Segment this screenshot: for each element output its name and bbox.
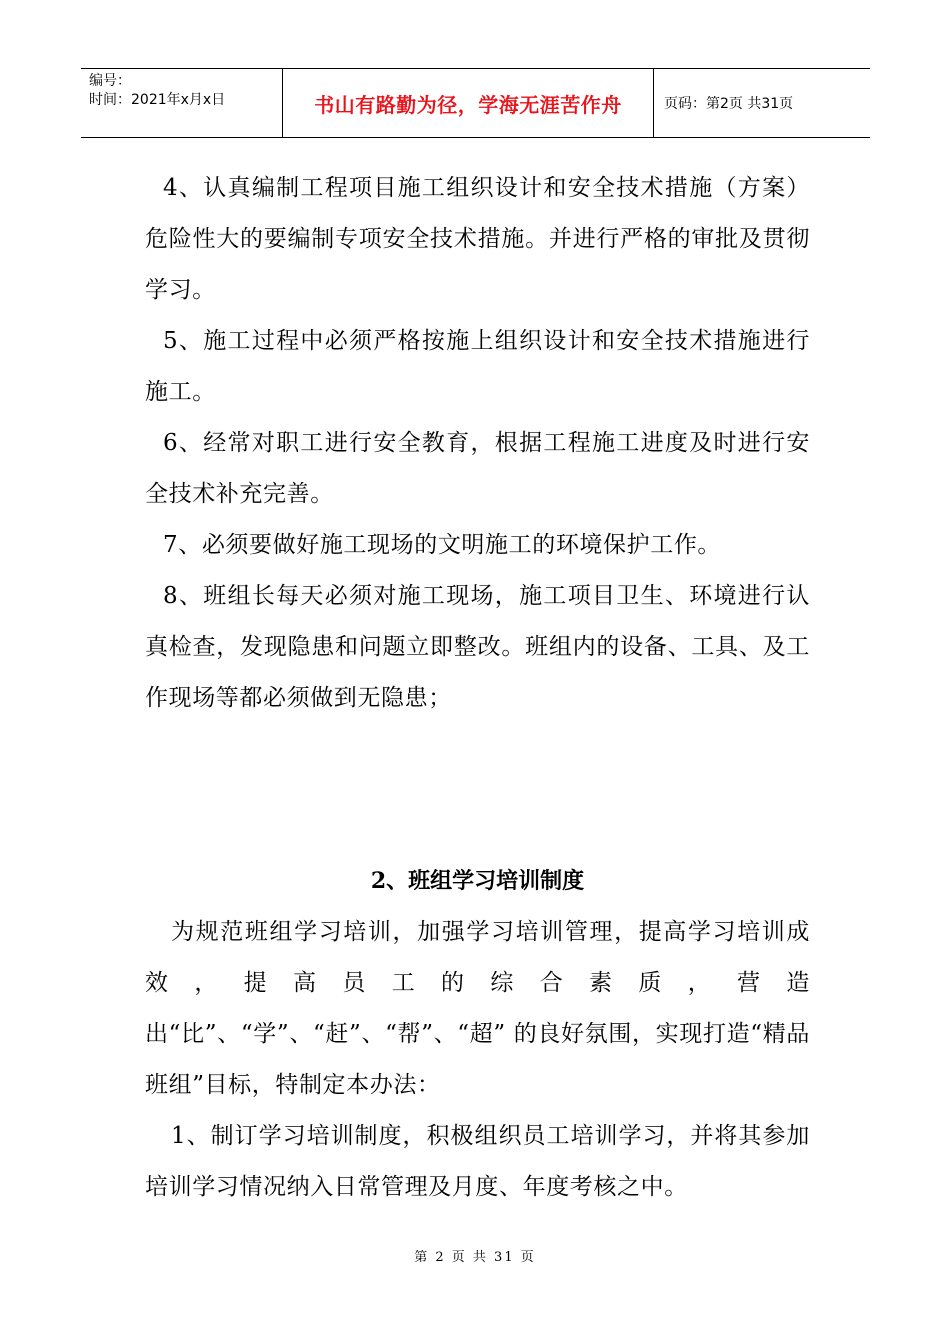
page-info-text: 页码：第2页 共31页 <box>664 96 794 112</box>
header-motto-cell <box>282 69 654 137</box>
section-rule-1: 1、制订学习培训制度，积极组织员工培训学习，并将其参加培训学习情况纳入日常管理及月度、年度考核之中。 <box>145 1123 810 1200</box>
header-meta <box>81 69 282 137</box>
paragraph-item-8: 8、班组长每天必须对施工现场，施工项目卫生、环境进行认真检查，发现隐患和问题立即整改。班组内的设备、工具、及工作现场等都必须做到无隐患； <box>145 583 810 711</box>
header-page-info <box>654 69 870 137</box>
section-title: 2、班组学习培训制度 <box>370 868 585 894</box>
section-intro-paragraph: 为规范班组学习培训，加强学习培训管理，提高学习培训成效，提高员工的综合素质，营造出“比”、“学”、“赶”、“帮”、“超” 的良好氛围，实现打造“精品班组”目标，特制定本办法： <box>145 919 810 1098</box>
paragraph-item-5: 5、施工过程中必须严格按施上组织设计和安全技术措施进行施工。 <box>145 328 810 405</box>
body-content <box>145 163 810 724</box>
paragraph-item-4: 4、认真编制工程项目施工组织设计和安全技术措施（方案）危险性大的要编制专项安全技术措施。并进行严格的审批及贯彻学习。 <box>145 175 810 303</box>
paragraph-item-6: 6、经常对职工进行安全教育，根据工程施工进度及时进行安全技术补充完善。 <box>145 430 810 507</box>
motto-text: 书山有路勤为径，学海无涯苦作舟 <box>314 92 622 117</box>
paragraph-item-7: 7、必须要做好施工现场的文明施工的环境保护工作。 <box>163 532 722 558</box>
number-label: 编号： <box>89 73 131 89</box>
document-header <box>81 68 870 138</box>
time-label: 时间：2021年x月x日 <box>89 92 226 108</box>
page-footer: 第 2 页 共 31 页 <box>414 1250 536 1265</box>
section-content <box>145 907 810 1213</box>
